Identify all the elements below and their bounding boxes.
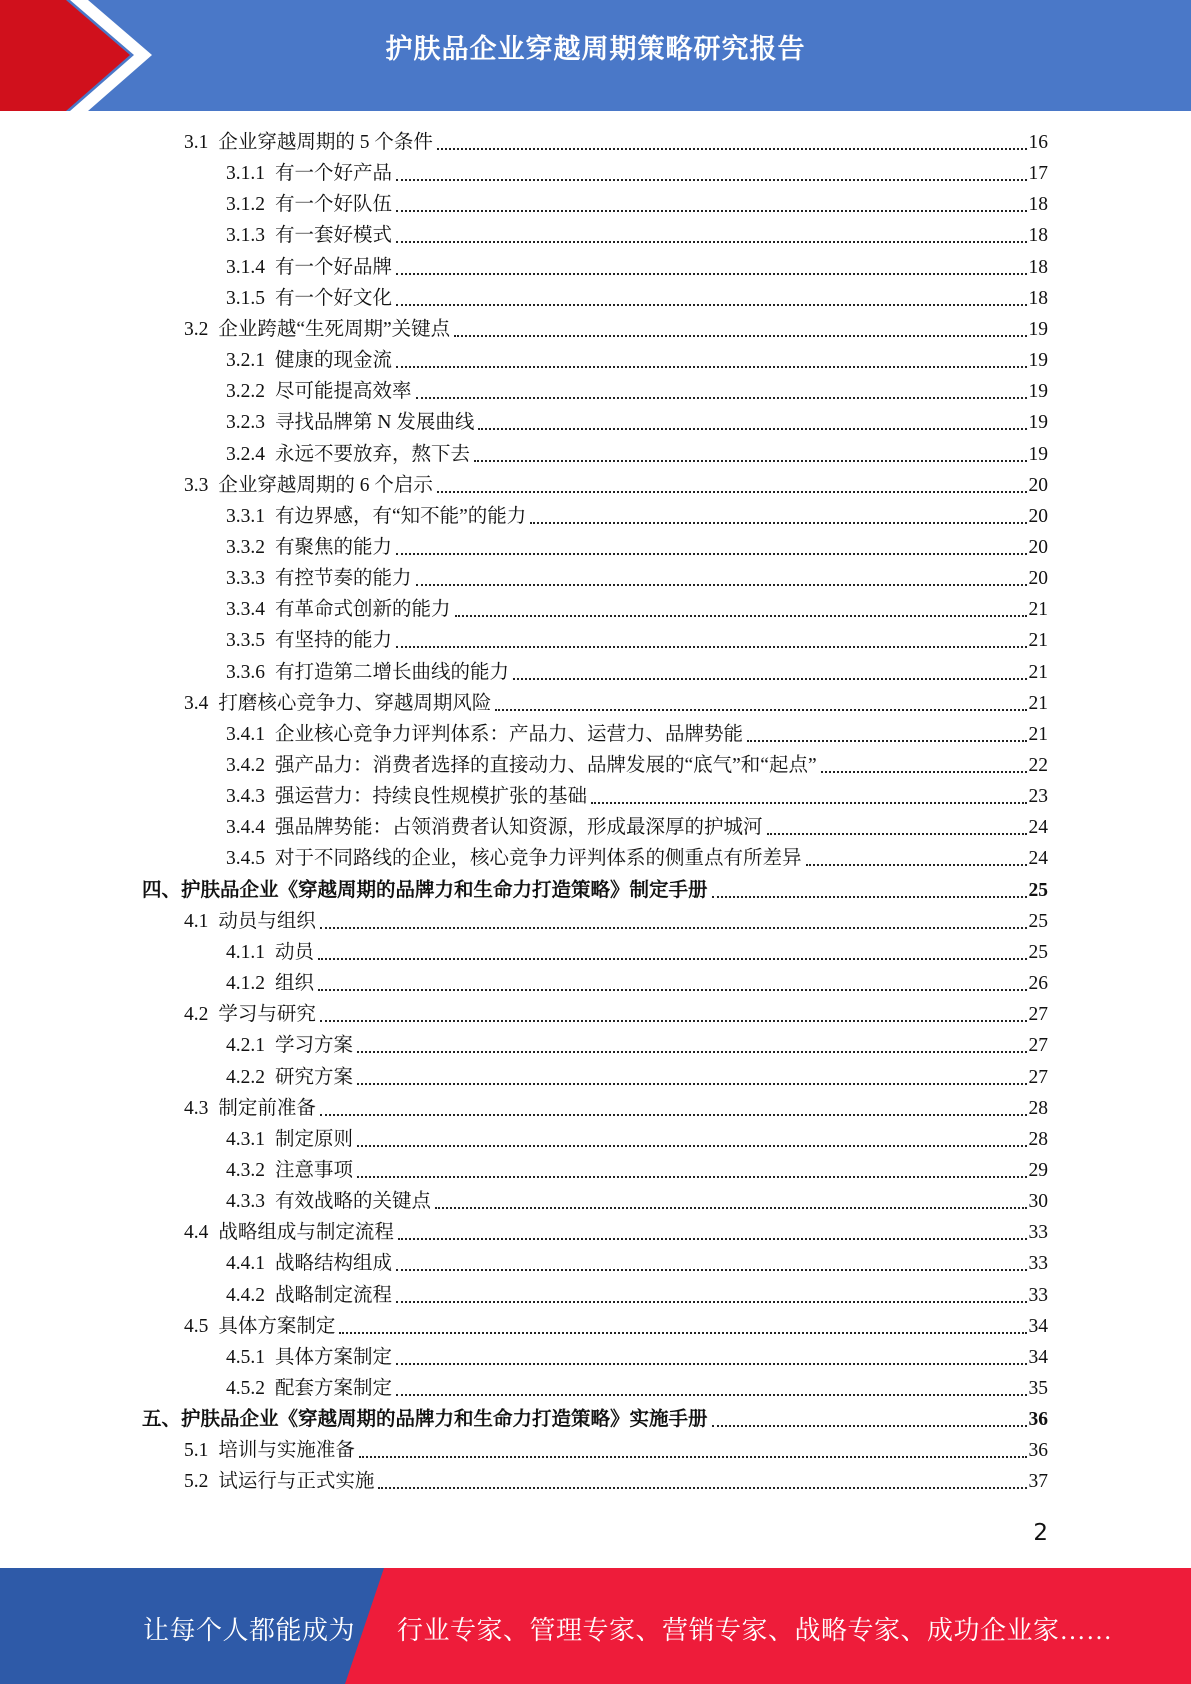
toc-entry[interactable] (226, 408, 1048, 438)
toc-entry-page: 17 (1028, 163, 1048, 185)
toc-entry[interactable] (226, 1125, 1048, 1155)
toc-dot-leader (454, 335, 1026, 337)
toc-entry[interactable] (226, 720, 1048, 750)
toc-entry-title: 护肤品企业《穿越周期的品牌力和生命力打造策略》实施手册 (181, 1409, 708, 1431)
toc-entry-page: 24 (1028, 817, 1048, 839)
toc-entry-page: 20 (1028, 505, 1048, 527)
toc-dot-leader (437, 148, 1027, 150)
toc-entry[interactable] (184, 1094, 1048, 1124)
toc-entry[interactable] (226, 595, 1048, 625)
toc-dot-leader (530, 522, 1026, 524)
toc-entry-number: 3.2.2 (226, 381, 265, 403)
toc-entry-title: 寻找品牌第 N 发展曲线 (275, 412, 475, 434)
toc-entry-title: 尽可能提高效率 (275, 381, 412, 403)
toc-dot-leader (359, 1456, 1027, 1458)
toc-entry-page: 18 (1028, 287, 1048, 309)
toc-entry-title: 有一个好文化 (275, 287, 393, 309)
toc-entry-number: 3.2 (184, 318, 209, 340)
toc-entry-title: 注意事项 (275, 1159, 354, 1181)
toc-entry-page: 19 (1028, 443, 1048, 465)
page-number: 2 (1033, 1520, 1048, 1546)
toc-dot-leader (339, 1332, 1026, 1334)
toc-entry-number: 5.2 (184, 1471, 209, 1493)
toc-dot-leader (396, 1394, 1026, 1396)
toc-entry-number: 3.3.1 (226, 505, 265, 527)
toc-dot-leader (398, 1238, 1027, 1240)
toc-entry-title: 强产品力：消费者选择的直接动力、品牌发展的“底气”和“起点” (275, 755, 817, 776)
toc-entry[interactable] (226, 253, 1048, 283)
toc-entry-page: 29 (1028, 1159, 1048, 1181)
toc-dot-leader (513, 678, 1026, 680)
toc-entry-number: 3.4.5 (226, 848, 265, 870)
toc-entry-number: 3.3.4 (226, 599, 265, 621)
toc-entry-title: 健康的现金流 (275, 350, 393, 372)
toc-dot-leader (378, 1487, 1026, 1489)
toc-dot-leader (396, 1269, 1026, 1271)
toc-entry[interactable] (226, 533, 1048, 563)
toc-entry-page: 20 (1028, 474, 1048, 496)
toc-entry-title: 制定前准备 (218, 1097, 316, 1119)
toc-entry-number: 3.4.4 (226, 817, 265, 839)
toc-entry[interactable] (226, 658, 1048, 688)
toc-entry-page: 21 (1028, 599, 1048, 621)
toc-entry-number: 五、 (142, 1409, 182, 1431)
toc-entry[interactable] (226, 1156, 1048, 1186)
toc-entry-number: 4.3.2 (226, 1159, 265, 1181)
toc-entry[interactable] (226, 813, 1048, 843)
toc-entry[interactable] (226, 938, 1048, 968)
toc-entry-title: 组织 (275, 973, 315, 995)
toc-entry[interactable] (226, 1031, 1048, 1061)
toc-entry-number: 4.4.2 (226, 1284, 265, 1306)
toc-entry-page: 35 (1028, 1378, 1048, 1399)
toc-dot-leader (396, 179, 1026, 181)
toc-entry-number: 3.4.3 (226, 786, 265, 808)
toc-entry-page: 27 (1028, 1035, 1048, 1057)
toc-entry[interactable] (226, 1281, 1048, 1311)
toc-entry-number: 4.1 (184, 910, 209, 932)
toc-entry[interactable] (226, 782, 1048, 812)
toc-entry-number: 3.1 (184, 132, 209, 153)
toc-entry-number: 4.4 (184, 1222, 209, 1244)
toc-dot-leader (591, 802, 1026, 804)
toc-dot-leader (416, 397, 1027, 399)
toc-entry-number: 3.1.2 (226, 194, 265, 216)
toc-dot-leader (474, 460, 1026, 462)
toc-entry-title: 有打造第二增长曲线的能力 (275, 661, 510, 683)
toc-dot-leader (435, 1207, 1026, 1209)
toc-entry-number: 4.2 (184, 1004, 209, 1026)
toc-dot-leader (396, 241, 1026, 243)
toc-dot-leader (806, 864, 1027, 866)
toc-entry-page: 23 (1028, 786, 1048, 808)
toc-entry-title: 打磨核心竞争力、穿越周期风险 (218, 692, 492, 714)
toc-entry-page: 19 (1028, 318, 1048, 340)
toc-entry[interactable] (226, 190, 1048, 220)
toc-entry-page: 30 (1028, 1191, 1048, 1213)
toc-entry-title: 有聚焦的能力 (275, 536, 393, 558)
toc-entry-number: 4.1.1 (226, 941, 265, 963)
toc-entry-number: 5.1 (184, 1440, 209, 1462)
toc-entry-title: 具体方案制定 (275, 1346, 393, 1368)
toc-dot-leader (320, 1020, 1027, 1022)
toc-entry-number: 3.3 (184, 474, 209, 496)
footer-slogan-left: 让每个人都能成为 (143, 1616, 356, 1645)
toc-entry-page: 36 (1028, 1409, 1048, 1431)
toc-dot-leader (747, 740, 1026, 742)
toc-entry-number: 3.1.5 (226, 287, 265, 309)
toc-dot-leader (357, 1051, 1026, 1053)
toc-entry-title: 对于不同路线的企业，核心竞争力评判体系的侧重点有所差异 (275, 848, 802, 870)
toc-dot-leader (396, 304, 1026, 306)
toc-entry-page: 19 (1028, 412, 1048, 434)
toc-entry[interactable] (226, 221, 1048, 251)
toc-entry[interactable] (184, 689, 1048, 719)
toc-entry-title: 有一个好队伍 (275, 194, 393, 216)
toc-entry-page: 22 (1028, 755, 1048, 776)
toc-entry-page: 16 (1028, 132, 1048, 153)
toc-entry-title: 有一个好品牌 (275, 256, 393, 278)
toc-entry-page: 25 (1028, 879, 1048, 901)
toc-entry-title: 强运营力：持续良性规模扩张的基础 (275, 786, 588, 808)
toc-entry-page: 33 (1028, 1284, 1048, 1306)
toc-entry[interactable] (226, 1187, 1048, 1217)
toc-entry[interactable] (184, 128, 1048, 158)
toc-entry-page: 20 (1028, 536, 1048, 558)
toc-dot-leader (495, 709, 1026, 711)
toc-entry-title: 护肤品企业《穿越周期的品牌力和生命力打造策略》制定手册 (181, 879, 708, 901)
toc-entry[interactable] (226, 969, 1048, 999)
toc-entry-page: 34 (1028, 1346, 1048, 1368)
toc-entry-page: 25 (1028, 941, 1048, 963)
page-header (0, 0, 1191, 111)
toc-entry-page: 20 (1028, 568, 1048, 590)
toc-dot-leader (767, 833, 1027, 835)
toc-dot-leader (437, 491, 1027, 493)
toc-entry[interactable] (226, 1374, 1048, 1404)
toc-entry[interactable] (184, 1467, 1048, 1497)
toc-dot-leader (318, 989, 1026, 991)
toc-entry-number: 4.5.2 (226, 1378, 265, 1399)
toc-entry[interactable] (226, 346, 1048, 376)
toc-entry-number: 4.2.1 (226, 1035, 265, 1057)
toc-entry-title: 动员与组织 (218, 910, 316, 932)
toc-entry-title: 具体方案制定 (218, 1315, 336, 1337)
toc-entry-page: 28 (1028, 1128, 1048, 1150)
toc-entry[interactable] (226, 751, 1048, 781)
toc-entry-page: 21 (1028, 692, 1048, 714)
toc-entry[interactable] (226, 1249, 1048, 1279)
toc-entry-page: 27 (1028, 1004, 1048, 1026)
toc-entry-number: 四、 (142, 879, 182, 901)
toc-dot-leader (396, 273, 1026, 275)
toc-entry-number: 4.3.1 (226, 1128, 265, 1150)
toc-entry[interactable] (226, 284, 1048, 314)
toc-entry[interactable] (226, 502, 1048, 532)
toc-entry-title: 战略结构组成 (275, 1253, 393, 1275)
toc-entry-title: 企业穿越周期的 5 个条件 (218, 132, 433, 153)
toc-entry-number: 3.3.3 (226, 568, 265, 590)
toc-entry-number: 3.1.1 (226, 163, 265, 185)
toc-chapter-entry[interactable] (142, 876, 1048, 906)
toc-entry-number: 3.2.3 (226, 412, 265, 434)
footer-slogan-right: 行业专家、管理专家、营销专家、战略专家、成功企业家…… (397, 1616, 1113, 1645)
toc-dot-leader (396, 1301, 1026, 1303)
toc-dot-leader (396, 366, 1026, 368)
toc-entry-number: 3.4 (184, 692, 209, 714)
toc-entry[interactable] (184, 1436, 1048, 1466)
toc-entry-page: 19 (1028, 350, 1048, 372)
toc-dot-leader (357, 1083, 1026, 1085)
toc-entry-page: 27 (1028, 1066, 1048, 1088)
toc-entry-title: 有一套好模式 (275, 225, 393, 247)
toc-dot-leader (821, 771, 1027, 773)
toc-entry[interactable] (226, 159, 1048, 189)
toc-entry[interactable] (226, 377, 1048, 407)
toc-entry-page: 21 (1028, 661, 1048, 683)
toc-entry-number: 3.3.6 (226, 661, 265, 683)
toc-entry-title: 战略组成与制定流程 (218, 1222, 394, 1244)
toc-entry-number: 4.4.1 (226, 1253, 265, 1275)
toc-entry[interactable] (226, 844, 1048, 874)
toc-entry-title: 配套方案制定 (275, 1378, 393, 1399)
toc-entry-number: 4.1.2 (226, 973, 265, 995)
toc-dot-leader (357, 1145, 1026, 1147)
toc-entry-number: 4.2.2 (226, 1066, 265, 1088)
toc-entry-title: 强品牌势能：占领消费者认知资源，形成最深厚的护城河 (275, 817, 763, 839)
toc-entry[interactable] (184, 1218, 1048, 1248)
toc-entry-number: 4.3 (184, 1097, 209, 1119)
toc-entry-page: 25 (1028, 910, 1048, 932)
toc-dot-leader (357, 1176, 1026, 1178)
toc-entry-title: 有边界感，有“知不能”的能力 (275, 505, 527, 527)
toc-dot-leader (396, 646, 1026, 648)
toc-entry-page: 18 (1028, 194, 1048, 216)
toc-entry-title: 有控节奏的能力 (275, 568, 412, 590)
toc-dot-leader (396, 553, 1026, 555)
toc-entry-page: 21 (1028, 630, 1048, 652)
page-footer (0, 1568, 1191, 1684)
toc-entry-title: 有效战略的关键点 (275, 1191, 432, 1213)
toc-dot-leader (320, 927, 1027, 929)
toc-entry-number: 3.2.4 (226, 443, 265, 465)
toc-entry-title: 有革命式创新的能力 (275, 599, 451, 621)
toc-entry-page: 18 (1028, 256, 1048, 278)
toc-entry-page: 28 (1028, 1097, 1048, 1119)
toc-dot-leader (478, 428, 1026, 430)
toc-entry[interactable] (184, 1312, 1048, 1342)
toc-entry-title: 试运行与正式实施 (218, 1471, 375, 1493)
toc-entry-number: 3.3.5 (226, 630, 265, 652)
toc-dot-leader (396, 1363, 1026, 1365)
toc-entry-page: 18 (1028, 225, 1048, 247)
toc-chapter-entry[interactable] (142, 1405, 1048, 1435)
toc-entry-number: 3.3.2 (226, 536, 265, 558)
toc-entry-title: 动员 (275, 941, 315, 963)
header-title: 护肤品企业穿越周期策略研究报告 (385, 34, 806, 65)
toc-entry-title: 企业穿越周期的 6 个启示 (218, 474, 433, 496)
toc-entry-number: 3.1.3 (226, 225, 265, 247)
toc-entry[interactable] (226, 1343, 1048, 1373)
toc-entry[interactable] (184, 1000, 1048, 1030)
toc-entry-page: 24 (1028, 848, 1048, 870)
toc-entry[interactable] (226, 440, 1048, 470)
toc-entry[interactable] (184, 315, 1048, 345)
toc-entry-page: 37 (1028, 1471, 1048, 1493)
toc-entry-page: 19 (1028, 381, 1048, 403)
toc-entry-page: 21 (1028, 723, 1048, 745)
toc-entry-number: 4.5 (184, 1315, 209, 1337)
toc-entry[interactable] (226, 564, 1048, 594)
toc-entry-number: 3.1.4 (226, 256, 265, 278)
toc-dot-leader (712, 896, 1027, 898)
toc-entry-title: 企业跨越“生死周期”关键点 (218, 318, 451, 340)
toc-entry[interactable] (184, 471, 1048, 501)
toc-entry-page: 34 (1028, 1315, 1048, 1337)
toc-entry-number: 4.3.3 (226, 1191, 265, 1213)
toc-entry-number: 4.5.1 (226, 1346, 265, 1368)
toc-entry-number: 3.2.1 (226, 350, 265, 372)
toc-dot-leader (712, 1425, 1027, 1427)
toc-entry-number: 3.4.2 (226, 755, 265, 776)
toc-entry[interactable] (184, 907, 1048, 937)
toc-entry-page: 33 (1028, 1253, 1048, 1275)
toc-dot-leader (455, 615, 1027, 617)
toc-entry-title: 有坚持的能力 (275, 630, 393, 652)
toc-dot-leader (396, 210, 1026, 212)
toc-entry-number: 3.4.1 (226, 723, 265, 745)
toc-entry-title: 制定原则 (275, 1128, 354, 1150)
toc-entry-page: 33 (1028, 1222, 1048, 1244)
toc-entry-page: 36 (1028, 1440, 1048, 1462)
toc-dot-leader (416, 584, 1027, 586)
toc-entry-title: 永远不要放弃，熬下去 (275, 443, 471, 465)
toc-dot-leader (318, 958, 1026, 960)
toc-entry-title: 战略制定流程 (275, 1284, 393, 1306)
toc-entry-title: 企业核心竞争力评判体系：产品力、运营力、品牌势能 (275, 723, 744, 745)
toc-entry-title: 有一个好产品 (275, 163, 393, 185)
toc-entry[interactable] (226, 1063, 1048, 1093)
toc-entry-page: 26 (1028, 973, 1048, 995)
toc-entry-title: 研究方案 (275, 1066, 354, 1088)
toc-dot-leader (320, 1114, 1027, 1116)
toc-entry-title: 培训与实施准备 (218, 1440, 355, 1462)
toc-entry-title: 学习与研究 (218, 1004, 316, 1026)
toc-entry-title: 学习方案 (275, 1035, 354, 1057)
toc-entry[interactable] (226, 626, 1048, 656)
